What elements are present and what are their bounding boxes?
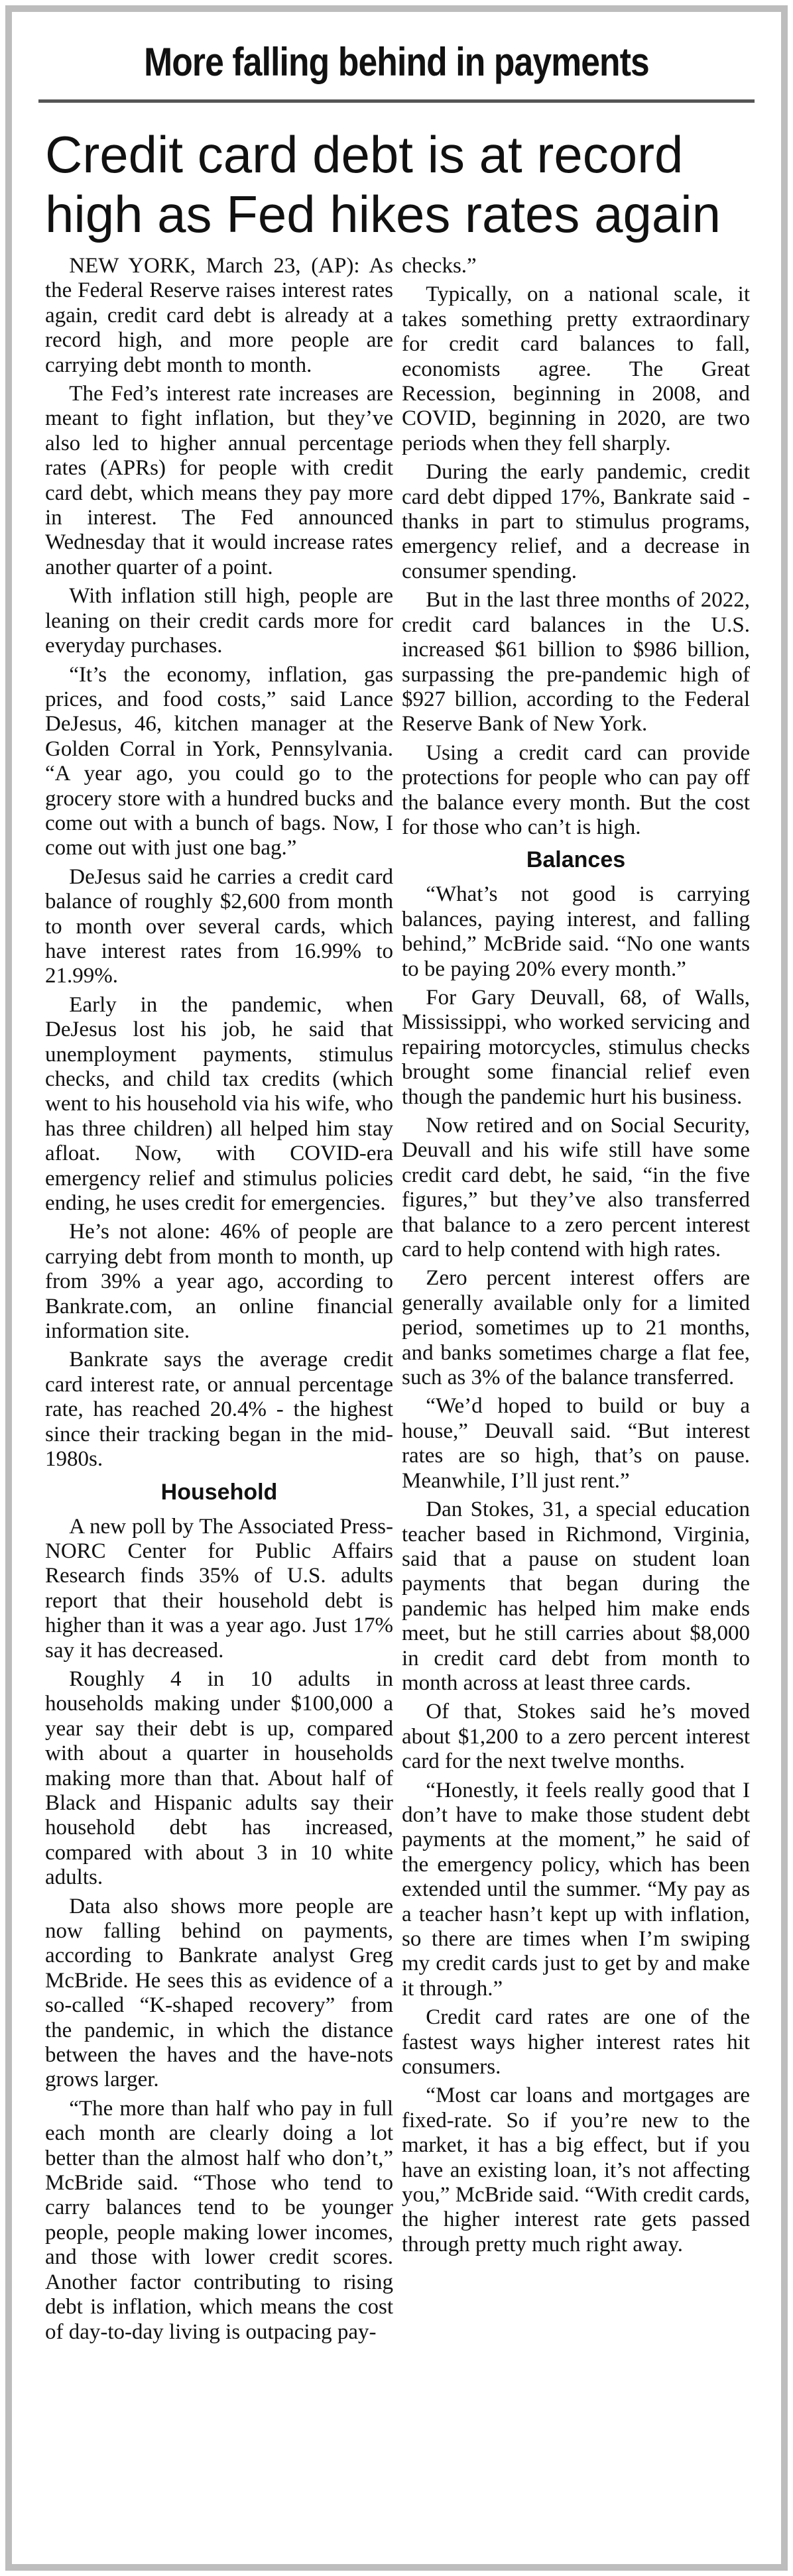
paragraph: For Gary Deuvall, 68, of Walls, Mississippi, who worked servicing and repairing motorcycles, stimulus checks brought some financial relief even though the pandemic hurt his business. [402, 985, 750, 1109]
paragraph: “Most car loans and mortgages are fixed-rate. So if you’re new to the market, it has a big effect, but if you have an existing loan, it’s not affecting you,” McBride said. “With credit cards, the higher interest rate gets passed through pretty much right away. [402, 2083, 750, 2256]
paragraph: Using a credit card can provide protections for people who can pay off the balance every month. But the cost for those who can’t is high. [402, 740, 750, 839]
paragraph: “We’d hoped to build or buy a house,” Deuvall said. “But interest rates are so high, that’s on pause. Meanwhile, I’ll just rent.” [402, 1394, 750, 1493]
paragraph: checks.” [402, 254, 477, 278]
paragraph: He’s not alone: 46% of people are carrying debt from month to month, up from 39% a year ago, according to Bankrate.com, an online financial information site. [45, 1220, 393, 1344]
divider-rule [38, 99, 755, 103]
paragraph: NEW YORK, March 23, (AP): As the Federal Reserve raises interest rates again, credit card debt is already at a record high, and more people are carrying debt month to month. [45, 254, 393, 377]
paragraph: Zero percent interest offers are generally available only for a limited period, sometimes up to 21 months, and banks sometimes charge a flat fee, such as 3% of the balance transferred. [402, 1266, 750, 1390]
article-headline [45, 125, 755, 244]
paragraph: DeJesus said he carries a credit card balance of roughly $2,600 from month to month over several cards, which have interest rates from 16.99% to 21.99%. [45, 864, 393, 988]
paragraph: A new poll by The Associated Press-NORC Center for Public Affairs Research finds 35% of U.S. adults report that their household debt is higher than it was a year ago. Just 17% say it has decreased. [45, 1514, 393, 1663]
right-column [402, 254, 750, 2261]
paragraph: Data also shows more people are now falling behind on payments, according to Bankrate analyst Greg McBride. He sees this as evidence of a so-called “K-shaped recovery” from the pandemic, in which the distance between the haves and the have-nots grows larger. [45, 1894, 393, 2092]
paragraph: Now retired and on Social Security, Deuvall and his wife still have some credit card debt, he said, “in the five figures,” but they’ve also transferred that balance to a zero percent interest card to help contend with high rates. [402, 1114, 750, 1262]
paragraph: With inflation still high, people are leaning on their credit cards more for everyday purchases. [45, 584, 393, 658]
paragraph: Typically, on a national scale, it takes something pretty extraordinary for credit card balances to fall, economists agree. The Great Recession, beginning in 2008, and COVID, beginning in 2020, are two periods when they fell sharply. [402, 282, 750, 455]
paragraph: The Fed’s interest rate increases are meant to fight inflation, but they’ve also led to higher annual percentage rates (APRs) for people with credit card debt, which means they pay more in interest. The Fed announced Wednesday that it would increase rates another quarter of a point. [45, 382, 393, 579]
kicker-headline: More falling behind in payments [144, 40, 649, 84]
paragraph: Bankrate says the average credit card interest rate, or annual percentage rate, has reached 20.4% - the highest since their tracking began in the mid-1980s. [45, 1348, 393, 1472]
article-frame [5, 5, 788, 2571]
headline-line-1: Credit card debt is at record [45, 125, 684, 184]
left-column [45, 254, 393, 2349]
subhead-household: Household [160, 1479, 278, 1505]
paragraph: Dan Stokes, 31, a special education teacher based in Richmond, Virginia, said that a pause on student loan payments that began during the pandemic has helped him make ends meet, but he still carries about $8,000 in credit card debt from month to month across at least three cards. [402, 1497, 750, 1695]
paragraph: Credit card rates are one of the fastest ways higher interest rates hit consumers. [402, 2005, 750, 2079]
paragraph: Early in the pandemic, when DeJesus lost his job, he said that unemployment payments, stimulus checks, and child tax credits (which went to his household via his wife, who has three children) all helped him stay afloat. Now, with COVID-era emergency relief and stimulus policies ending, he uses credit for emergencies. [45, 992, 393, 1216]
paragraph: Roughly 4 in 10 adults in households making under $100,000 a year say their debt is up, compared with about a quarter in households making more than that. About half of Black and Hispanic adults say their household debt has increased, compared with about 3 in 10 white adults. [45, 1667, 393, 1890]
headline-line-2: high as Fed hikes rates again [45, 185, 721, 243]
paragraph: Of that, Stokes said he’s moved about $1,200 to a zero percent interest card for the next twelve months. [402, 1700, 750, 1774]
subhead-balances: Balances [526, 847, 626, 873]
paragraph: “It’s the economy, inflation, gas prices, and food costs,” said Lance DeJesus, 46, kitchen manager at the Golden Corral in York, Pennsylvania. “A year ago, you could go to the grocery store with a hundred bucks and come out with a bunch of bags. Now, I come out with just one bag.” [45, 662, 393, 860]
paragraph: “What’s not good is carrying balances, paying interest, and falling behind,” McBride said. “No one wants to be paying 20% every month.” [402, 882, 750, 981]
paragraph: “Honestly, it feels really good that I don’t have to make those student debt payments at the moment,” he said of the emergency policy, which has been extended until the summer. “My pay as a teacher hasn’t kept up with inflation, so there are times when I’m swiping my credit cards just to get by and make it through.” [402, 1778, 750, 2001]
paragraph: During the early pandemic, credit card debt dipped 17%, Bankrate said - thanks in part to stimulus programs, emergency relief, and a decrease in consumer spending. [402, 460, 750, 583]
paragraph: But in the last three months of 2022, credit card balances in the U.S. increased $61 billion to $986 billion, surpassing the pre-pandemic high of $927 billion, according to the Federal Reserve Bank of New York. [402, 588, 750, 736]
paragraph: “The more than half who pay in full each month are clearly doing a lot better than the almost half who don’t,” McBride said. “Those who tend to carry balances tend to be younger people, people making lower incomes, and those with lower credit scores. Another factor contributing to rising debt is inflation, which means the cost of day-to-day living is outpacing pay- [45, 2096, 393, 2344]
